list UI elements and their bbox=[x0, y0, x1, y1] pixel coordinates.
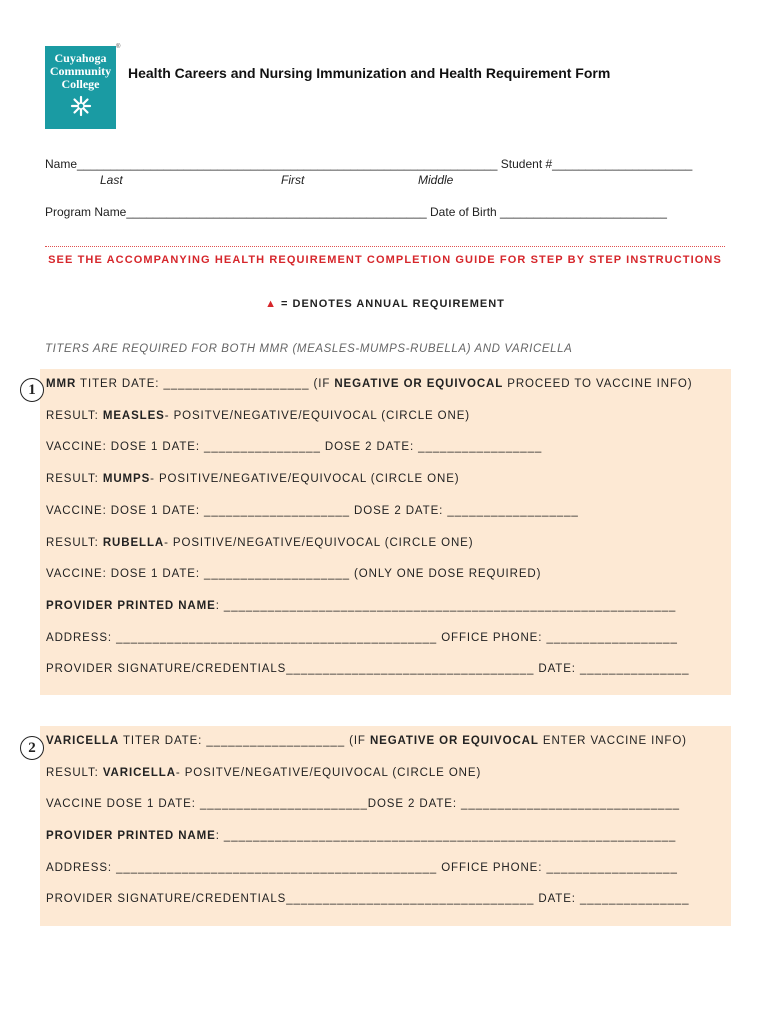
annual-text: = DENOTES ANNUAL REQUIREMENT bbox=[276, 298, 505, 310]
registered-mark: ® bbox=[116, 44, 121, 50]
logo-line-2: Community bbox=[49, 64, 112, 78]
form-title: Health Careers and Nursing Immunization and Health Requirement Form bbox=[128, 65, 611, 81]
logo-line-1: Cuyahoga bbox=[54, 51, 107, 65]
mumps-vaccine-row[interactable]: VACCINE: DOSE 1 DATE: ____________________ DOSE 2 DATE: __________________ bbox=[46, 505, 579, 517]
signature-date-row-2[interactable]: PROVIDER SIGNATURE/CREDENTIALS__________________________________ DATE: _______________ bbox=[46, 893, 690, 905]
varicella-section bbox=[40, 726, 731, 926]
last-name-label: Last bbox=[100, 173, 123, 187]
signature-date-row[interactable]: PROVIDER SIGNATURE/CREDENTIALS__________________________________ DATE: _______________ bbox=[46, 663, 690, 675]
mumps-result-row[interactable]: RESULT: MUMPS- POSITIVE/NEGATIVE/EQUIVOCAL (CIRCLE ONE) bbox=[46, 473, 460, 485]
titers-note: TITERS ARE REQUIRED FOR BOTH MMR (MEASLES-MUMPS-RUBELLA) AND VARICELLA bbox=[45, 343, 573, 355]
annual-requirement-note bbox=[0, 298, 770, 310]
provider-name-row[interactable]: PROVIDER PRINTED NAME: ______________________________________________________________ bbox=[46, 600, 677, 612]
rubella-result-row[interactable]: RESULT: RUBELLA- POSITIVE/NEGATIVE/EQUIVOCAL (CIRCLE ONE) bbox=[46, 537, 474, 549]
measles-result-row[interactable]: RESULT: MEASLES- POSITVE/NEGATIVE/EQUIVOCAL (CIRCLE ONE) bbox=[46, 410, 471, 422]
measles-vaccine-row[interactable]: VACCINE: DOSE 1 DATE: ________________ DOSE 2 DATE: _________________ bbox=[46, 441, 543, 453]
varicella-vaccine-row[interactable]: VACCINE DOSE 1 DATE: _______________________DOSE 2 DATE: ______________________________ bbox=[46, 798, 680, 810]
mmr-section bbox=[40, 369, 731, 695]
varicella-titer-row[interactable]: VARICELLA TITER DATE: ___________________ (IF NEGATIVE OR EQUIVOCAL ENTER VACCINE INFO) bbox=[46, 735, 687, 747]
address-phone-row[interactable]: ADDRESS: ____________________________________________ OFFICE PHONE: __________________ bbox=[46, 632, 678, 644]
section-number-1: 1 bbox=[20, 378, 44, 402]
guide-instructions: SEE THE ACCOMPANYING HEALTH REQUIREMENT COMPLETION GUIDE FOR STEP BY STEP INSTRUCTIONS bbox=[48, 254, 722, 266]
middle-name-label: Middle bbox=[418, 173, 454, 187]
rubella-vaccine-row[interactable]: VACCINE: DOSE 1 DATE: ____________________ (ONLY ONE DOSE REQUIRED) bbox=[46, 568, 542, 580]
provider-name-row-2[interactable]: PROVIDER PRINTED NAME: ______________________________________________________________ bbox=[46, 830, 677, 842]
snowflake-star-icon bbox=[70, 95, 92, 117]
logo-line-3: College bbox=[61, 77, 100, 91]
triangle-icon: ▲ bbox=[265, 298, 277, 310]
name-student-line[interactable]: Name_______________________________________________________________ Student #_____________________ bbox=[45, 157, 693, 171]
college-logo bbox=[45, 46, 116, 129]
dotted-divider bbox=[45, 246, 725, 247]
first-name-label: First bbox=[281, 173, 305, 187]
address-phone-row-2[interactable]: ADDRESS: ____________________________________________ OFFICE PHONE: __________________ bbox=[46, 862, 678, 874]
varicella-result-row[interactable]: RESULT: VARICELLA- POSITVE/NEGATIVE/EQUIVOCAL (CIRCLE ONE) bbox=[46, 767, 482, 779]
section-number-2: 2 bbox=[20, 736, 44, 760]
mmr-titer-row[interactable]: MMR TITER DATE: ____________________ (IF NEGATIVE OR EQUIVOCAL PROCEED TO VACCINE INFO) bbox=[46, 378, 693, 390]
program-dob-line[interactable]: Program Name_____________________________________________ Date of Birth _________________________ bbox=[45, 205, 667, 219]
